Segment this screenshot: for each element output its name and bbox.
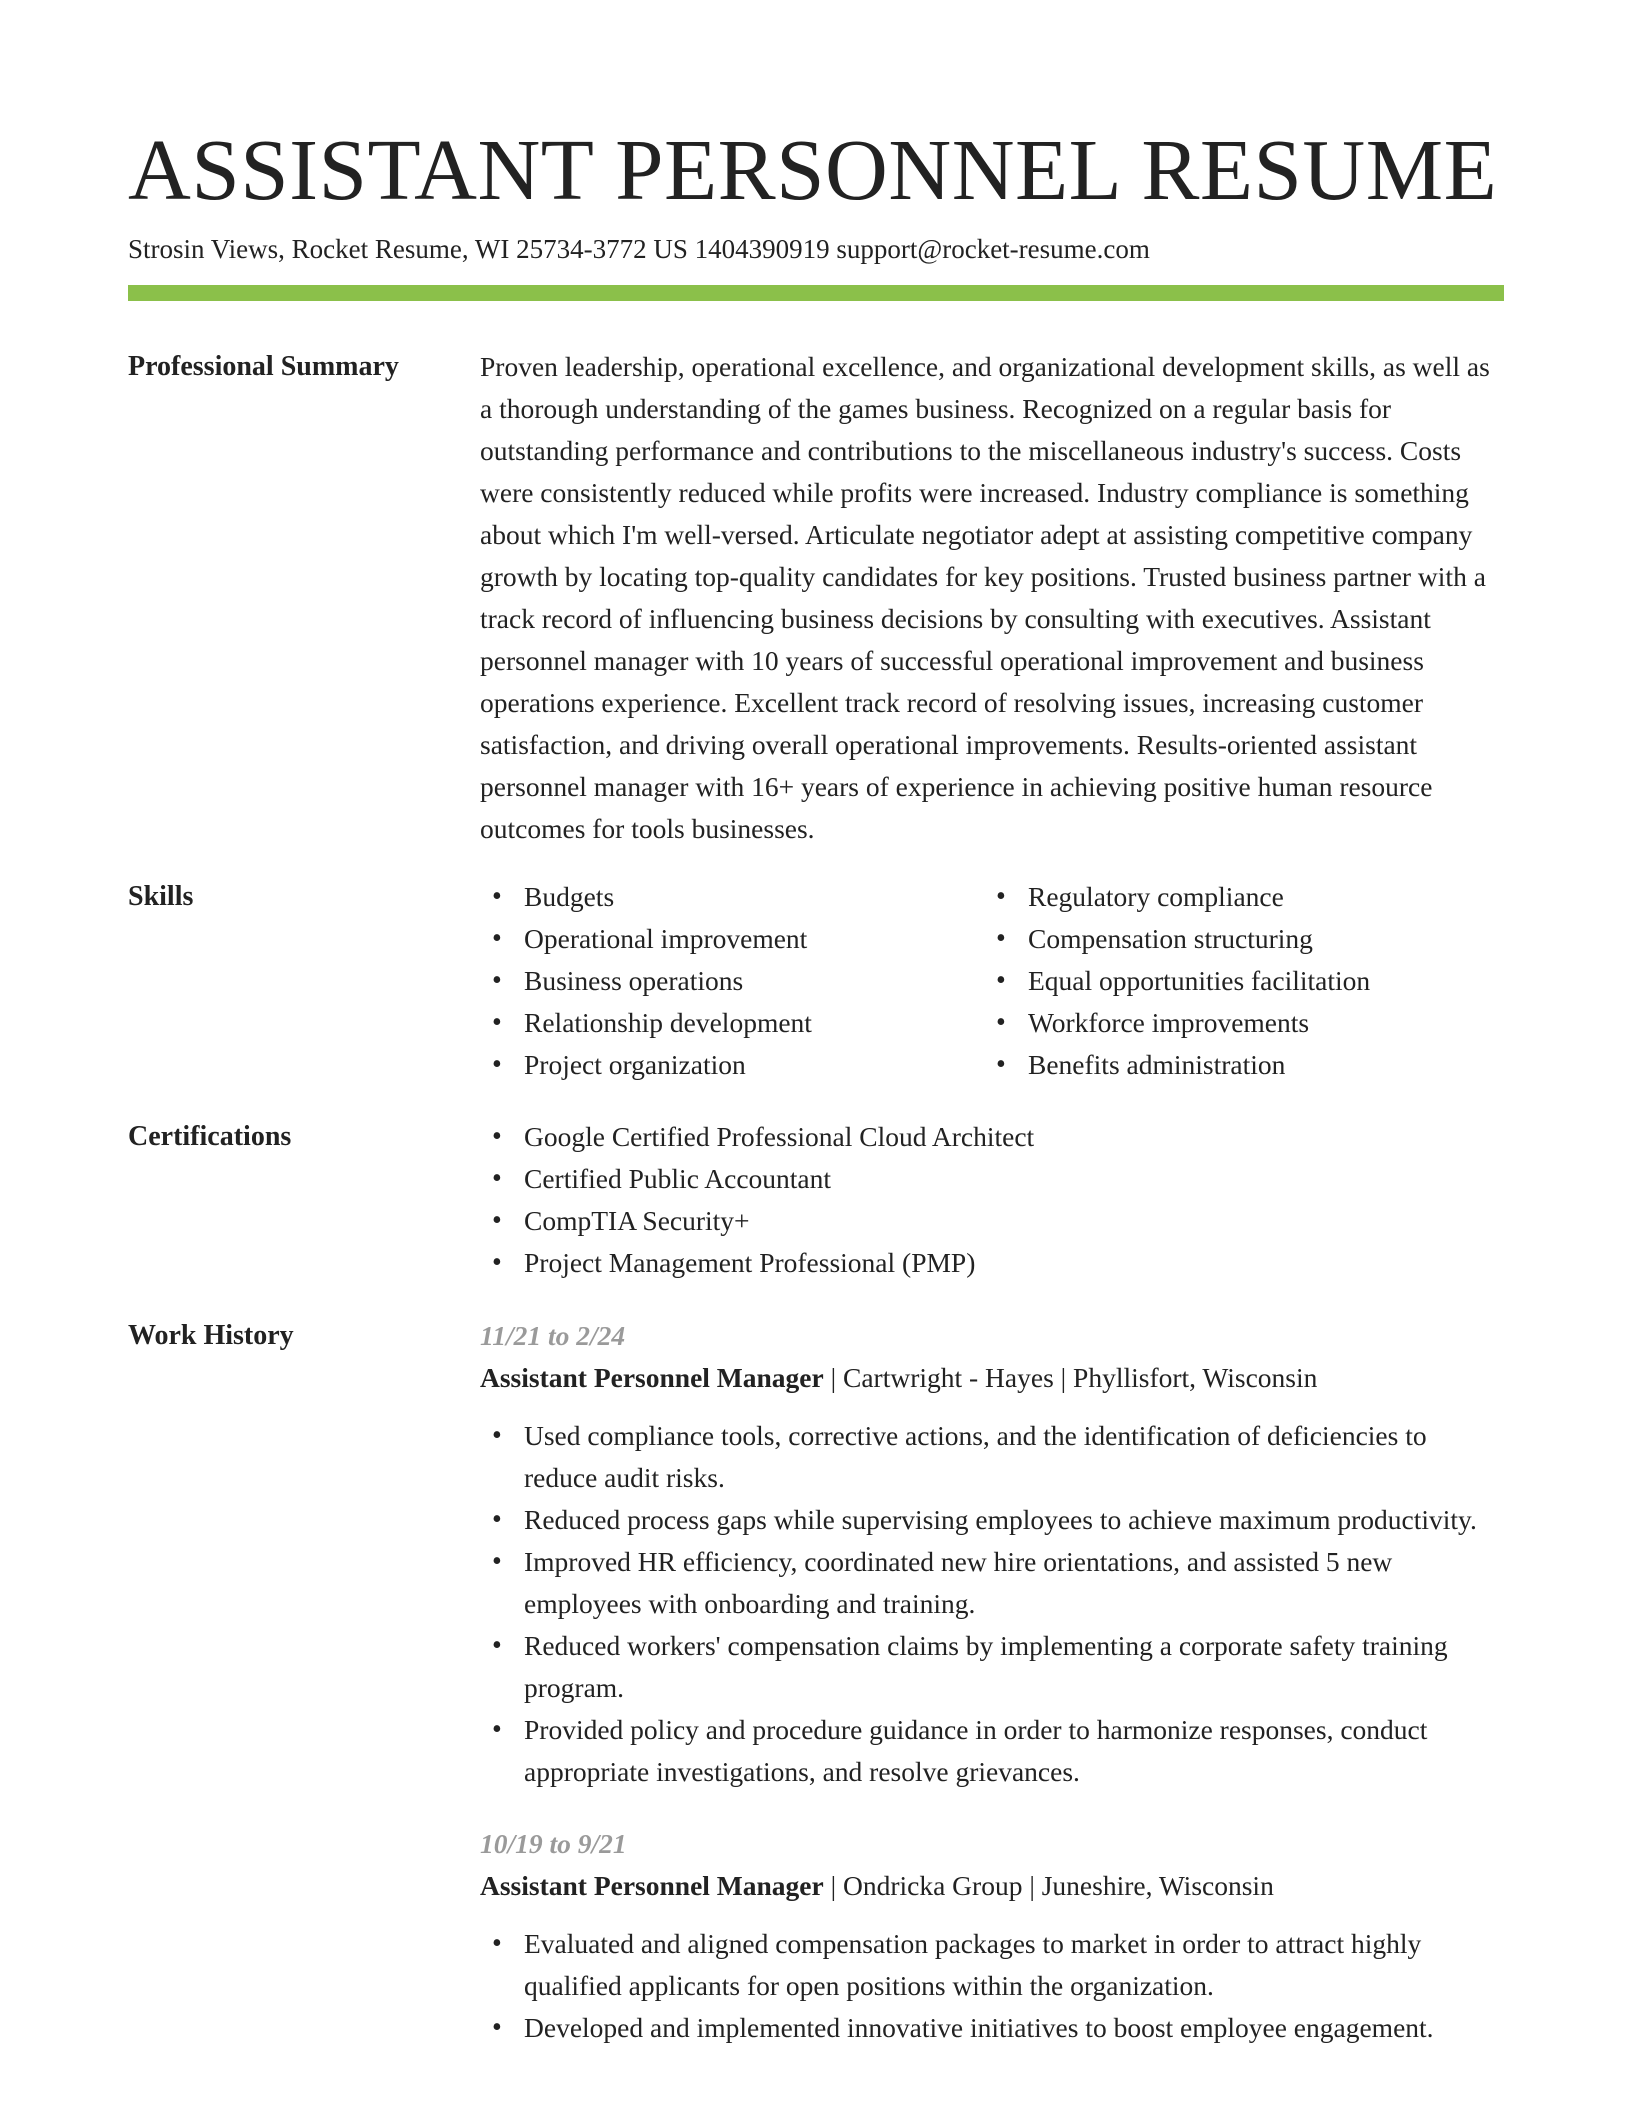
list-item: • Workforce improvements	[984, 1002, 1504, 1044]
list-item: • Budgets	[480, 876, 984, 918]
job-heading	[480, 1865, 1504, 1907]
list-item: • Business operations	[480, 960, 984, 1002]
certifications-list	[480, 1116, 1504, 1284]
list-item: • Compensation structuring	[984, 918, 1504, 960]
list-item: • Provided policy and procedure guidance in order to harmonize responses, conduct appropriate investigations, and resolve grievances.	[480, 1709, 1504, 1793]
work-history-label: Work History	[128, 1320, 294, 1351]
contact-line: Strosin Views, Rocket Resume, WI 25734-3772 US 1404390919 support@rocket-resume.com	[128, 234, 1150, 264]
resume-title: ASSISTANT PERSONNEL RESUME	[128, 121, 1498, 218]
summary-label: Professional Summary	[128, 351, 399, 382]
skills-columns	[480, 876, 1504, 1086]
job-title: Assistant Personnel Manager	[480, 1362, 824, 1393]
list-item: • Equal opportunities facilitation	[984, 960, 1504, 1002]
job-dates: 11/21 to 2/24	[480, 1320, 626, 1351]
list-item: • Improved HR efficiency, coordinated new hire orientations, and assisted 5 new employees with onboarding and training.	[480, 1541, 1504, 1625]
skills-label: Skills	[128, 881, 194, 912]
job-bullets	[480, 1415, 1504, 1793]
list-item: • CompTIA Security+	[480, 1200, 1504, 1242]
list-item: • Project Management Professional (PMP)	[480, 1242, 1504, 1284]
list-item: • Google Certified Professional Cloud Architect	[480, 1116, 1504, 1158]
certifications-body	[480, 1116, 1504, 1284]
skills-list-left	[480, 876, 984, 1086]
skills-list-right	[984, 876, 1504, 1086]
job-heading	[480, 1357, 1504, 1399]
summary-body	[480, 346, 1504, 850]
list-item: • Regulatory compliance	[984, 876, 1504, 918]
list-item: • Certified Public Accountant	[480, 1158, 1504, 1200]
list-item: • Benefits administration	[984, 1044, 1504, 1086]
job-dates: 10/19 to 9/21	[480, 1828, 627, 1859]
list-item: • Reduced process gaps while supervising employees to achieve maximum productivity.	[480, 1499, 1504, 1541]
list-item: • Reduced workers' compensation claims by implementing a corporate safety training program.	[480, 1625, 1504, 1709]
job-entry	[480, 1315, 1504, 1793]
header-divider	[128, 285, 1504, 301]
job-bullets	[480, 1923, 1504, 2049]
list-item: • Operational improvement	[480, 918, 984, 960]
job-entry	[480, 1823, 1504, 2049]
certifications-label: Certifications	[128, 1121, 292, 1152]
list-item: • Project organization	[480, 1044, 984, 1086]
list-item: • Used compliance tools, corrective actions, and the identification of deficiencies to reduce audit risks.	[480, 1415, 1504, 1499]
list-item: • Relationship development	[480, 1002, 984, 1044]
summary-text: Proven leadership, operational excellence, and organizational development skills, as well as a thorough understanding of the games business. Recognized on a regular basis for outstanding performance and contributions to the miscellaneous industry's success. Costs were consistently reduced while profits were increased. Industry compliance is something about which I'm well-versed. Articulate negotiator adept at assisting competitive company growth by locating top-quality candidates for key positions. Trusted business partner with a track record of influencing business decisions by consulting with executives. Assistant personnel manager with 10 years of successful operational improvement and business operations experience. Excellent track record of resolving issues, increasing customer satisfaction, and driving overall operational improvements. Results-oriented assistant personnel manager with 16+ years of experience in achieving positive human resource outcomes for tools businesses.	[480, 351, 1490, 844]
work-history-body	[480, 1315, 1504, 2049]
list-item: • Evaluated and aligned compensation packages to market in order to attract highly qualified applicants for open positions within the organization.	[480, 1923, 1504, 2007]
job-title: Assistant Personnel Manager	[480, 1870, 824, 1901]
list-item: • Developed and implemented innovative initiatives to boost employee engagement.	[480, 2007, 1504, 2049]
job-details: | Cartwright - Hayes | Phyllisfort, Wisconsin	[823, 1362, 1318, 1393]
job-details: | Ondricka Group | Juneshire, Wisconsin	[823, 1870, 1274, 1901]
